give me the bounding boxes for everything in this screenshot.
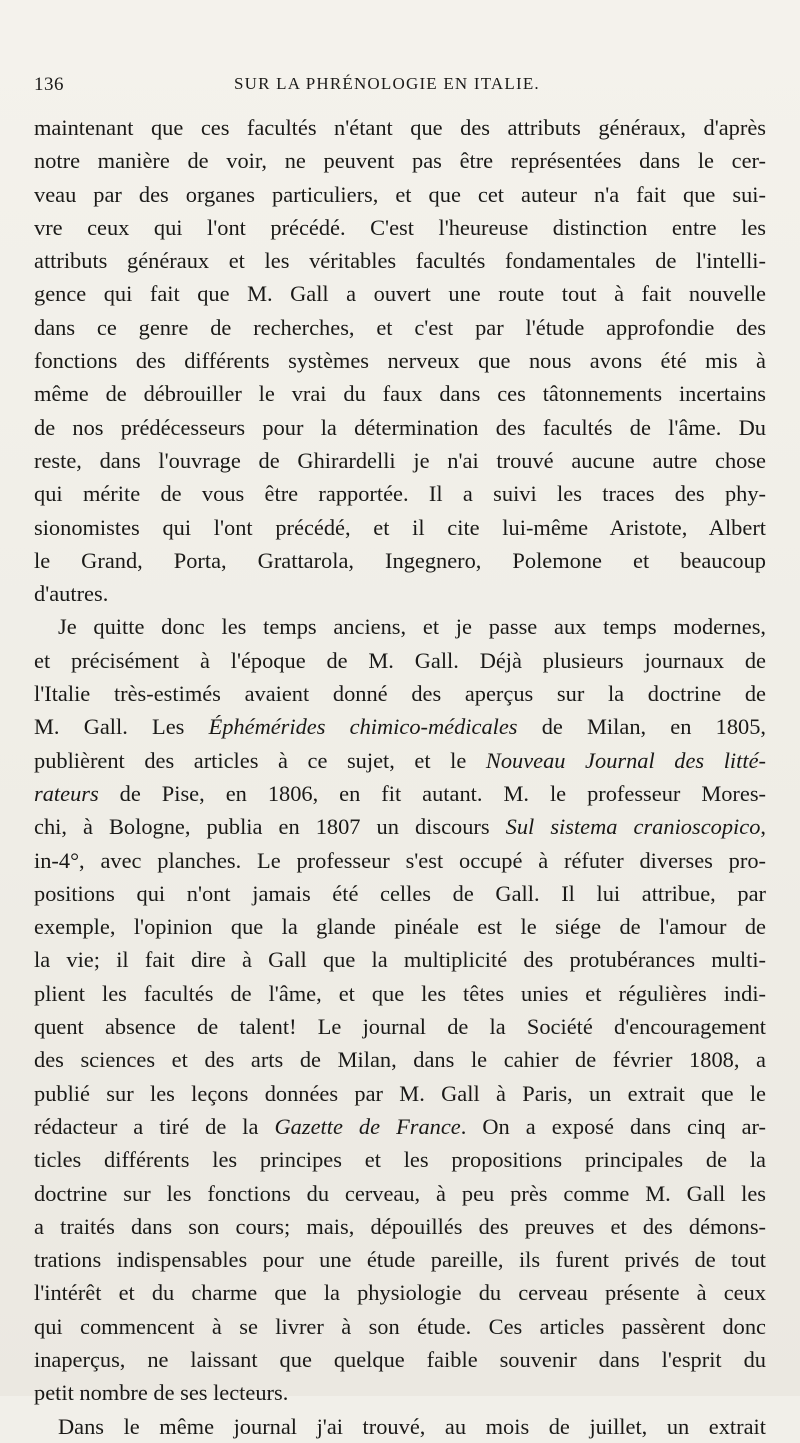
text-line: notre manière de voir, ne peuvent pas être représentées dans le cer- xyxy=(34,148,766,174)
text-line: publié sur les leçons données par M. Gall à Paris, un extrait que le xyxy=(34,1080,766,1106)
italic-title: Éphémérides chimico-médicales xyxy=(208,714,518,740)
text-line: d'autres. xyxy=(34,581,109,607)
text-line: attributs généraux et les véritables facultés fondamentales de l'intelli- xyxy=(34,248,766,274)
text-line: maintenant que ces facultés n'étant que des attributs généraux, d'après xyxy=(34,115,766,140)
text-line: exemple, l'opinion que la glande pinéale est le siége de l'amour de xyxy=(34,914,766,940)
text-line: même de débrouiller le vrai du faux dans ces tâtonnements incertains xyxy=(34,381,766,407)
text-line: veau par des organes particuliers, et que cet auteur n'a fait que sui- xyxy=(34,181,766,207)
text-line: la vie; il fait dire à Gall que la multiplicité des protubérances multi- xyxy=(34,947,766,973)
text-line: quent absence de talent! Le journal de la Société d'encouragement xyxy=(34,1014,766,1040)
text-line: ticles différents les principes et les propositions principales de la xyxy=(34,1147,766,1173)
text-line: de nos prédécesseurs pour la détermination des facultés de l'âme. Du xyxy=(34,414,766,440)
text-line: des sciences et des arts de Milan, dans le cahier de février 1808, a xyxy=(34,1047,766,1073)
italic-title: rateurs xyxy=(34,780,99,806)
text-line: plient les facultés de l'âme, et que les têtes unies et régulières indi- xyxy=(34,980,766,1006)
text-line: a traités dans son cours; mais, dépouillés des preuves et des démons- xyxy=(34,1213,766,1239)
page-number: 136 xyxy=(34,74,64,95)
italic-title: Nouveau Journal des litté- xyxy=(485,747,766,773)
text-line: positions qui n'ont jamais été celles de Gall. Il lui attribue, par xyxy=(34,880,766,906)
text-line: publièrent des articles à ce sujet, et le Nouveau Journal des litté- xyxy=(34,747,766,773)
text-line: qui commencent à se livrer à son étude. Ces articles passèrent donc xyxy=(34,1313,766,1339)
text-line: Dans le même journal j'ai trouvé, au mois de juillet, un extrait xyxy=(58,1413,766,1439)
text-line: fonctions des différents systèmes nerveux que nous avons été mis à xyxy=(34,348,766,374)
text-line: doctrine sur les fonctions du cerveau, à peu près comme M. Gall les xyxy=(34,1180,766,1206)
italic-title: Gazette de France xyxy=(274,1113,461,1139)
text-line: Je quitte donc les temps anciens, et je passe aux temps modernes, xyxy=(58,614,766,640)
text-line: petit nombre de ses lecteurs. xyxy=(34,1380,289,1406)
text-line: sionomistes qui l'ont précédé, et il cite lui-même Aristote, Albert xyxy=(34,514,766,540)
text-line: l'intérêt et du charme que la physiologie du cerveau présente à ceux xyxy=(34,1280,766,1306)
text-line: rédacteur a tiré de la Gazette de France. On a exposé dans cinq ar- xyxy=(34,1113,766,1139)
text-line: in-4°, avec planches. Le professeur s'est occupé à réfuter diverses pro- xyxy=(34,847,766,873)
text-line: inaperçus, ne laissant que quelque faible souvenir dans l'esprit du xyxy=(34,1346,766,1372)
text-line: reste, dans l'ouvrage de Ghirardelli je n'ai trouvé aucune autre chose xyxy=(34,447,766,473)
italic-title: Sul sistema cranioscopico xyxy=(505,814,761,840)
running-head: SUR LA PHRÉNOLOGIE EN ITALIE. xyxy=(234,74,540,93)
text-line: le Grand, Porta, Grattarola, Ingegnero, Polemone et beaucoup xyxy=(34,547,766,573)
page-header xyxy=(34,74,766,104)
text-line: dans ce genre de recherches, et c'est par l'étude approfondie des xyxy=(34,314,766,340)
body-text xyxy=(34,111,766,1443)
text-line: M. Gall. Les Éphémérides chimico-médicales de Milan, en 1805, xyxy=(34,714,767,740)
text-line: gence qui fait que M. Gall a ouvert une route tout à fait nouvelle xyxy=(34,281,766,307)
text-line: trations indispensables pour une étude pareille, ils furent privés de tout xyxy=(34,1247,766,1273)
text-line: vre ceux qui l'ont précédé. C'est l'heureuse distinction entre les xyxy=(34,214,766,240)
text-line: rateurs de Pise, en 1806, en fit autant. M. le professeur Mores- xyxy=(34,780,766,806)
text-line: et précisément à l'époque de M. Gall. Déjà plusieurs journaux de xyxy=(34,647,766,673)
text-line: qui mérite de vous être rapportée. Il a suivi les traces des phy- xyxy=(34,481,766,507)
text-line: l'Italie très-estimés avaient donné des aperçus sur la doctrine de xyxy=(34,681,766,707)
text-line: chi, à Bologne, publia en 1807 un discours Sul sistema cranioscopico, xyxy=(34,814,766,840)
